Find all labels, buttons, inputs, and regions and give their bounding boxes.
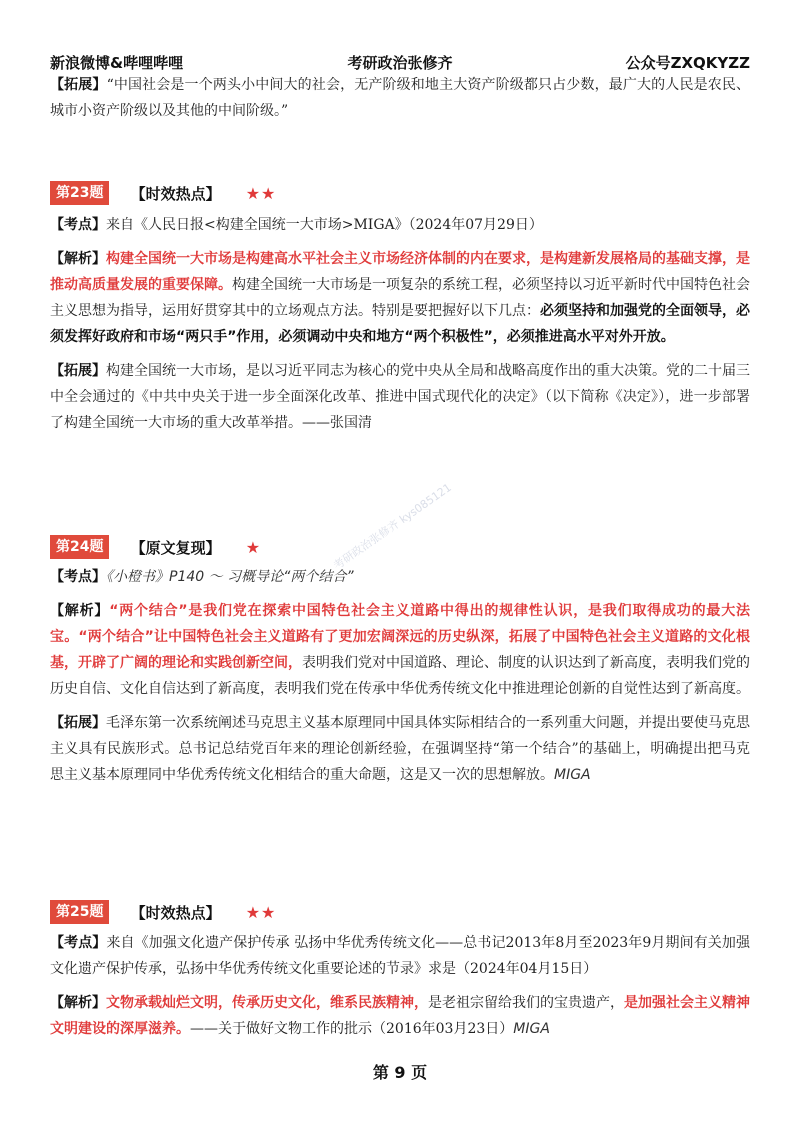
q23-header xyxy=(50,181,276,205)
q25-category: 【时效热点】 xyxy=(130,903,221,922)
q25-jiexi-red2: 是加强社会主义精神文明建设的深厚滋养。 xyxy=(50,995,750,1037)
q23-jiexi-bold: 必须坚持和加强党的全面领导，必须发挥好政府和市场“两只手”作用，必须调动中央和地方“两个积极性”，必须推进高水平对外开放。 xyxy=(50,303,750,345)
q24-kaodian xyxy=(50,564,750,590)
q25-kaodian-tag: 【考点】 xyxy=(50,935,107,951)
q25-jiexi-red1: 文物承载灿烂文明，传承历史文化，维系民族精神， xyxy=(106,995,428,1011)
q25-header xyxy=(50,900,276,924)
q24-jiexi-red: “两个结合”是我们党在探索中国特色社会主义道路中得出的规律性认识，是我们取得成功的最大法宝。“两个结合”让中国特色社会主义道路有了更加宏阔深远的历史纵深，拓展了中国特色社会主义道路的文化根基，开辟了广阔的理论和实践创新空间， xyxy=(50,603,750,671)
q24-header xyxy=(50,535,261,559)
q25-body xyxy=(50,930,750,1042)
q23-category: 【时效热点】 xyxy=(130,184,221,203)
q25-jiexi-tail: MIGA xyxy=(513,1021,550,1037)
q23-tuozhan-tag: 【拓展】 xyxy=(50,363,106,379)
header-left: 新浪微博&哔哩哔哩 xyxy=(50,54,184,72)
q23-stars: ★★ xyxy=(245,183,277,203)
q23-number-badge: 第23题 xyxy=(50,181,109,205)
q24-tuozhan-tail: MIGA xyxy=(554,767,591,783)
q25-kaodian xyxy=(50,930,750,982)
q23-body xyxy=(50,212,750,436)
q23-jiexi-red: 构建全国统一大市场是构建高水平社会主义市场经济体制的内在要求，是构建新发展格局的基础支撑，是推动高质量发展的重要保障。 xyxy=(50,251,750,293)
q24-jiexi-tag: 【解析】 xyxy=(50,603,110,619)
q24-tuozhan-tag: 【拓展】 xyxy=(50,715,106,731)
page-header xyxy=(50,52,750,74)
q23-tuozhan xyxy=(50,358,750,436)
q24-jiexi xyxy=(50,598,750,702)
q23-tuozhan-text: 构建全国统一大市场，是以习近平同志为核心的党中央从全局和战略高度作出的重大决策。党的二十届三中全会通过的《中共中央关于进一步全面深化改革、推进中国式现代化的决定》（以下简称《决定》），进一步部署了构建全国统一大市场的重大改革举措。——张国清 xyxy=(50,363,750,431)
header-center: 考研政治张修齐 xyxy=(347,54,453,72)
q23-jiexi-tag: 【解析】 xyxy=(50,251,106,267)
intro-text: “中国社会是一个两头小中间大的社会，无产阶级和地主大资产阶级都只占少数，最广大的人民是农民、城市小资产阶级以及其他的中间阶级。” xyxy=(50,77,751,119)
q23-kaodian-text: 来自《人民日报<构建全国统一大市场>MIGA》（2024年07月29日） xyxy=(106,217,543,233)
q24-kaodian-text: 《小橙书》P140 ～ 习概导论“两个结合” xyxy=(106,569,354,585)
q25-jiexi-tag: 【解析】 xyxy=(50,995,106,1011)
intro-tag: 【拓展】 xyxy=(50,77,107,93)
q25-jiexi-plain1: 是老祖宗留给我们的宝贵遗产， xyxy=(428,995,624,1011)
q24-stars: ★ xyxy=(245,537,262,557)
header-right: 公众号ZXQKYZZ xyxy=(625,54,750,72)
q25-jiexi-plain2: ——关于做好文物工作的批示（2016年03月23日） xyxy=(190,1021,514,1037)
q23-kaodian xyxy=(50,212,750,238)
q24-kaodian-tag: 【考点】 xyxy=(50,569,106,585)
q24-number-badge: 第24题 xyxy=(50,535,109,559)
q24-category: 【原文复现】 xyxy=(130,538,221,557)
q25-number-badge: 第25题 xyxy=(50,900,109,924)
q24-tuozhan xyxy=(50,710,750,788)
q24-jiexi-plain: 表明我们党对中国道路、理论、制度的认识达到了新高度，表明我们党的历史自信、文化自信达到了新高度，表明我们党在传承中华优秀传统文化中推进理论创新的自觉性达到了新高度。 xyxy=(50,655,750,697)
q25-stars: ★★ xyxy=(245,902,277,922)
q23-kaodian-tag: 【考点】 xyxy=(50,217,106,233)
watermark: 考研政治张修齐 kys085121 xyxy=(331,480,454,573)
q24-tuozhan-text: 毛泽东第一次系统阐述马克思主义基本原理同中国具体实际相结合的一系列重大问题，并提出要使马克思主义具有民族形式。总书记总结党百年来的理论创新经验，在强调坚持“第一个结合”的基础上，明确提出把马克思主义基本原理同中华优秀传统文化相结合的重大命题，这是又一次的思想解放。 xyxy=(50,715,750,783)
q23-jiexi xyxy=(50,246,750,350)
q25-jiexi xyxy=(50,990,750,1042)
page-number: 第 9 页 xyxy=(372,1063,428,1082)
q25-kaodian-text: 来自《加强文化遗产保护传承 弘扬中华优秀传统文化——总书记2013年8月至2023年9月期间有关加强文化遗产保护传承，弘扬中华优秀传统文化重要论述的节录》求是（2024年04月15日） xyxy=(50,935,750,977)
q24-body xyxy=(50,564,750,788)
intro-block xyxy=(50,72,750,124)
q23-jiexi-plain: 构建全国统一大市场是一项复杂的系统工程，必须坚持以习近平新时代中国特色社会主义思想为指导，运用好贯穿其中的立场观点方法。特别是要把握好以下几点： xyxy=(50,277,750,319)
